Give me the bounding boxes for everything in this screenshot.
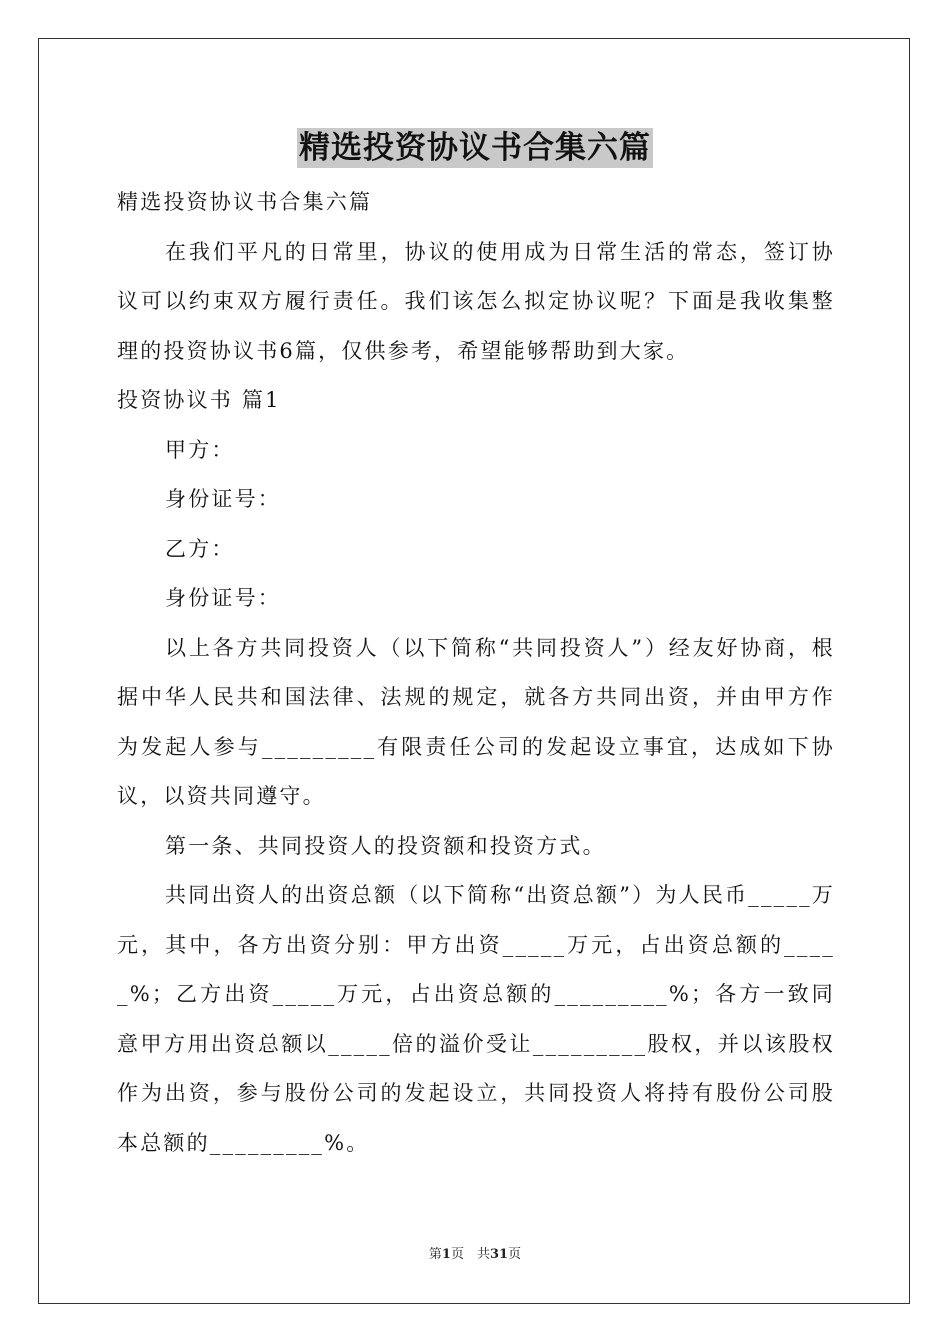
subtitle-paragraph: 精选投资协议书合集六篇	[117, 190, 373, 214]
document-body	[117, 178, 835, 1168]
article-one-heading: 第一条、共同投资人的投资额和投资方式。	[165, 833, 606, 858]
footer-page-current: 1	[441, 1247, 451, 1262]
document-title: 精选投资协议书合集六篇	[299, 130, 651, 166]
title-container	[0, 128, 950, 168]
footer-page-total: 31	[489, 1247, 509, 1262]
intro-paragraph: 在我们平凡的日常里，协议的使用成为日常生活的常态，签订协议可以约束双方履行责任。我们该怎么拟定协议呢？下面是我收集整理的投资协议书6篇，仅供参考，希望能够帮助到大家。	[117, 239, 835, 363]
article-one-body: 共同出资人的出资总额（以下简称“出资总额”）为人民币_____万元，其中，各方出资分别：甲方出资_____万元，占出资总额的_____%；乙方出资_____万元，占出资总额的_________%；各方一致同意甲方用出资总额以_____倍的溢价受让_________股权，并以该股权作为出资，参与股份公司的发起设立，共同投资人将持有股份公司股本总额的_________%。	[117, 883, 835, 1155]
party-b-id-line: 身份证号：	[165, 586, 281, 610]
preamble-paragraph: 以上各方共同投资人（以下简称“共同投资人”）经友好协商，根据中华人民共和国法律、法规的规定，就各方共同出资，并由甲方作为发起人参与_________有限责任公司的发起设立事宜，达成如下协议，以资共同遵守。	[117, 635, 835, 808]
section-heading: 投资协议书 篇1	[117, 388, 281, 412]
party-a-id-line: 身份证号：	[165, 487, 281, 511]
party-a-line: 甲方：	[165, 437, 235, 462]
party-b-line: 乙方：	[165, 536, 235, 561]
footer-suffix: 页	[508, 1247, 522, 1262]
footer-mid: 页 共	[450, 1247, 490, 1262]
page-footer	[0, 1246, 950, 1264]
footer-prefix: 第	[428, 1247, 442, 1262]
